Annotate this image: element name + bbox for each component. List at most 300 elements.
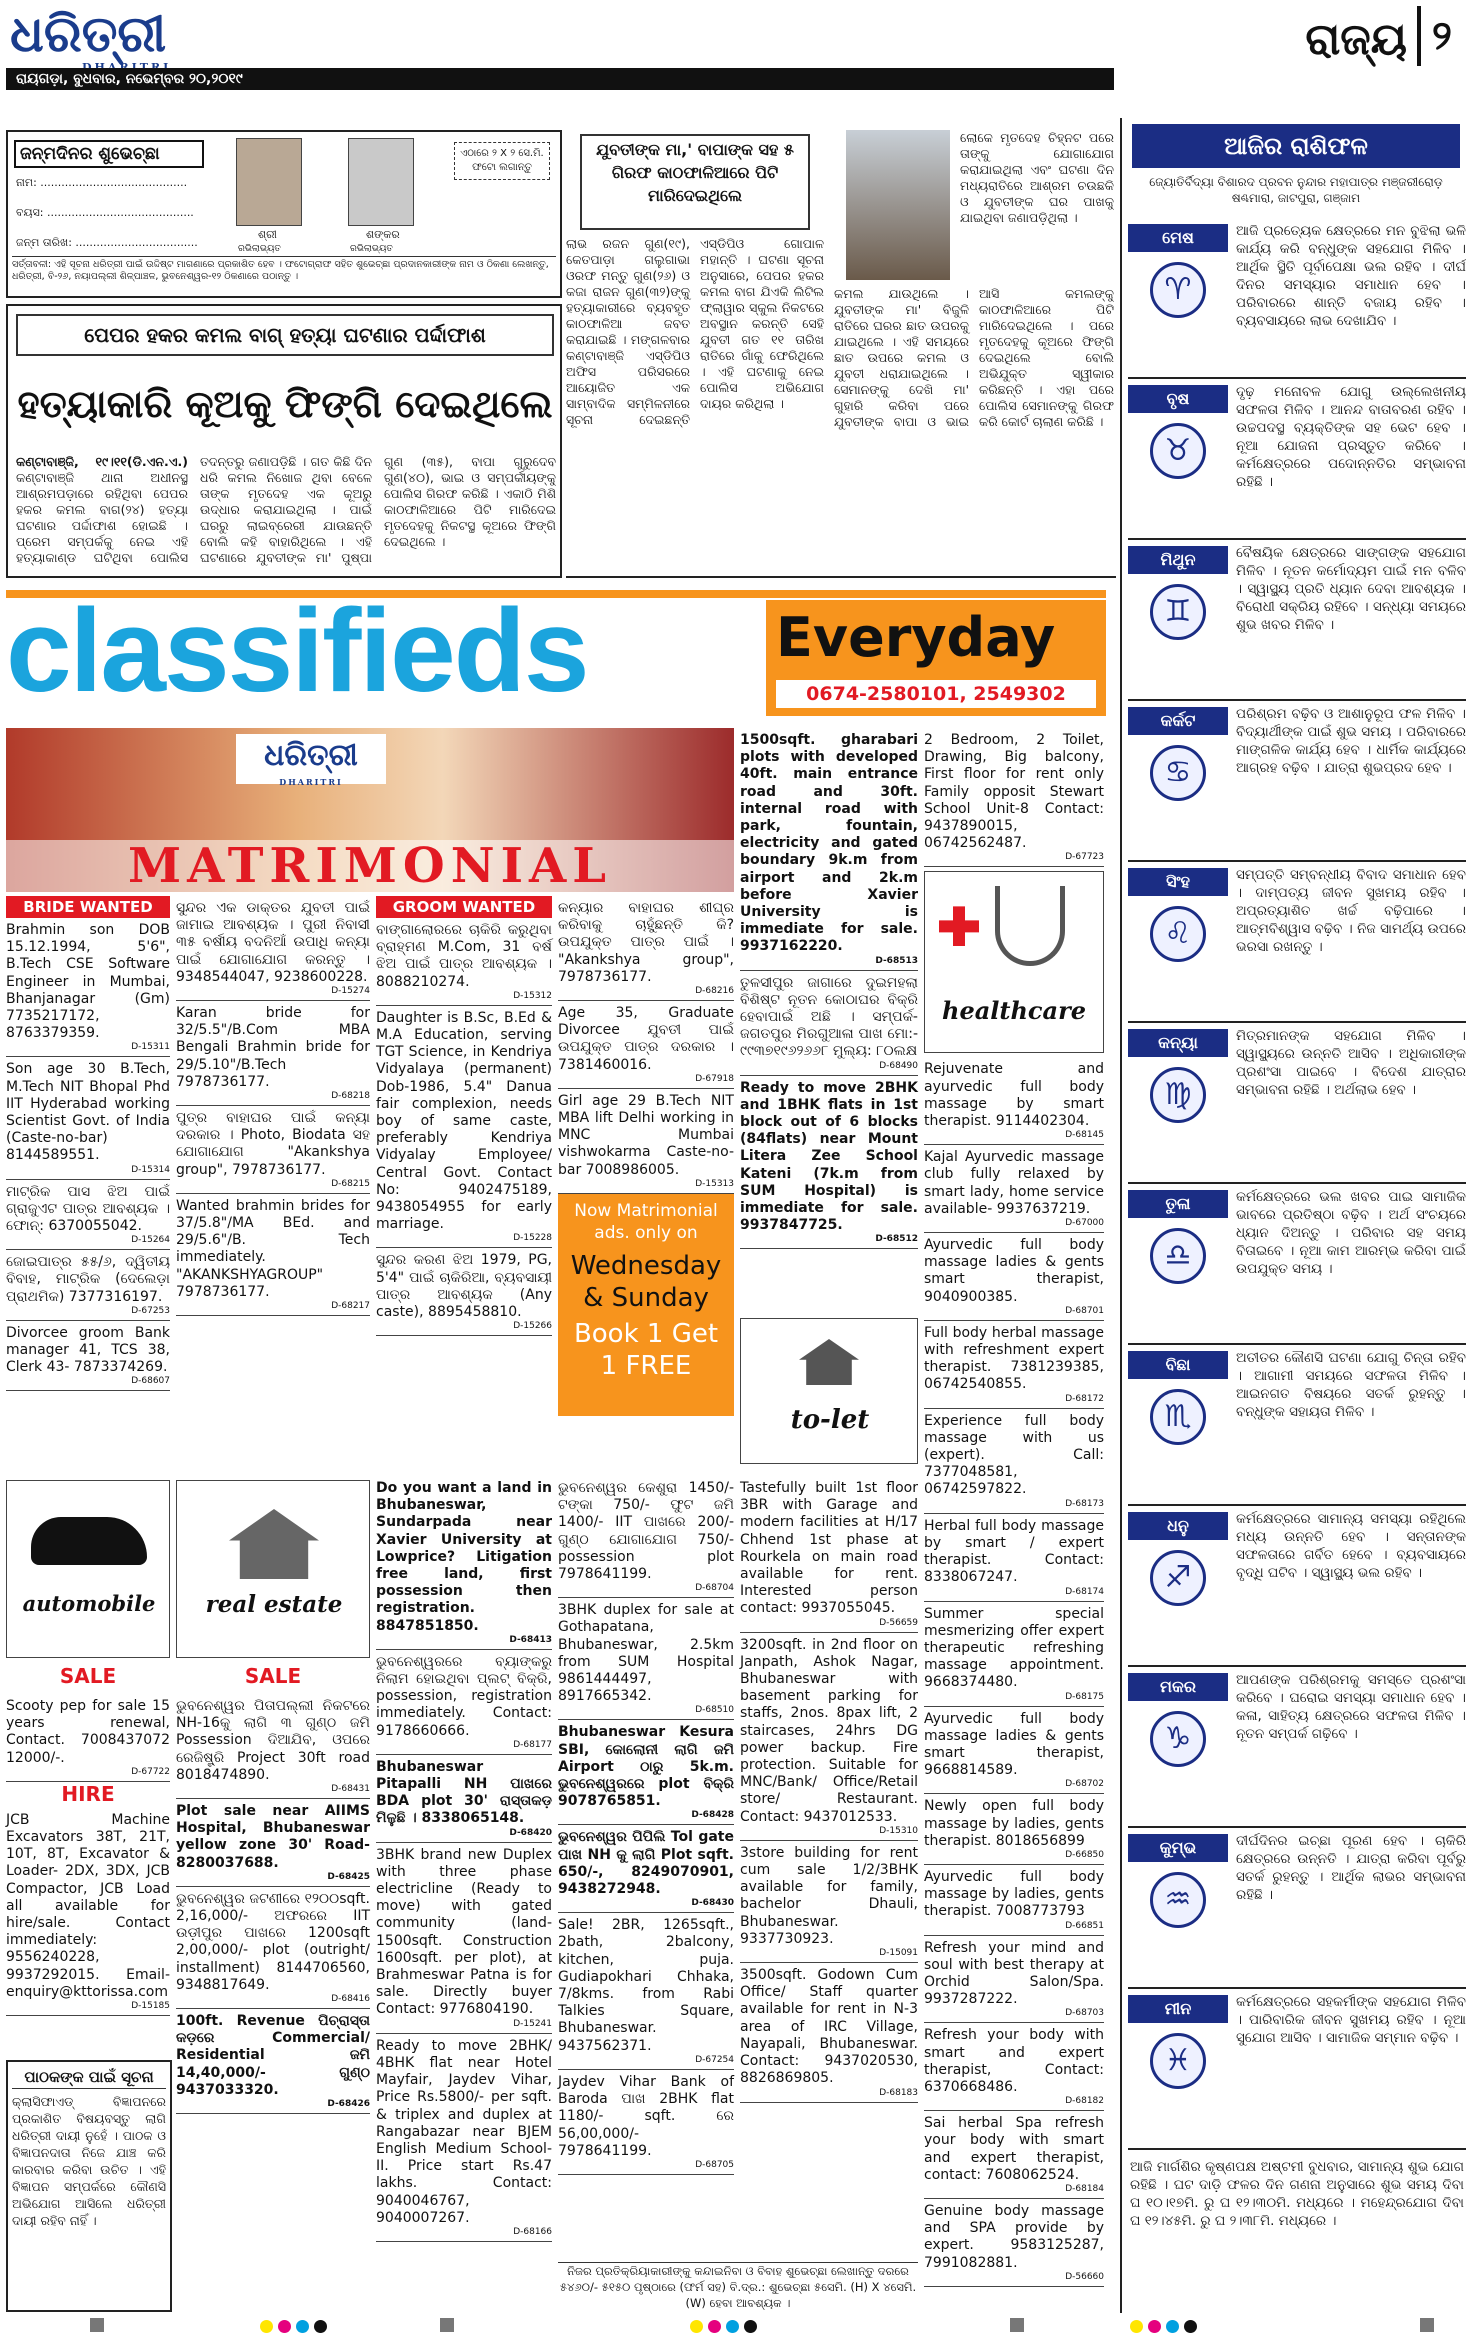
ad-text: ପୁତ୍ର ବାହାଘର ପାଇଁ କନ୍ୟା ଦରକାର । Photo, Biodata ସହ ଯୋଗାଯୋଗ "Akankshya group", 7978736177. [176, 1110, 370, 1178]
list-item [558, 1089, 734, 1194]
sale-label-realestate: SALE [244, 1664, 302, 1688]
zodiac-symbol-icon: ♍ [1150, 1067, 1206, 1123]
dateline: ରାୟଗଡ଼ା, ବୁଧବାର, ନଭେମ୍ବର ୨୦,୨୦୧୯ [6, 68, 1114, 90]
story-headline: ହତ୍ୟାକାରି କୂଅକୁ ଫିଙ୍ଗି ଦେଇଥିଲେ [17, 382, 553, 426]
ad-text: Jaydev Vihar Bank of Baroda ପାଖ 2BHK flat 1180/- sqft. ରେ 56,00,000/- 7978641199. [558, 2073, 734, 2159]
health-ads [924, 1057, 1104, 2286]
zodiac-symbol-icon: ♌ [1150, 906, 1206, 962]
zodiac-7 [1128, 1345, 1466, 1506]
birthday-title: ଜନ୍ମଦିନର ଶୁଭେଚ୍ଛା [14, 140, 204, 168]
automobile-ads [6, 1694, 170, 1782]
list-item [6, 1808, 170, 2016]
ad-text: Brahmin son DOB 15.12.1994, 5'6", B.Tech CSE Software Engineer in Mumbai, Bhanjanagar (Gm) 7735217172, 8763379359. [6, 922, 170, 1042]
list-item [924, 1233, 1104, 1321]
house-icon [799, 1339, 859, 1385]
ad-code: D-68607 [131, 1376, 170, 1387]
ad-code: D-67722 [131, 1766, 170, 1777]
ad-code: D-66850 [1065, 1849, 1104, 1860]
zodiac-2 [1128, 540, 1466, 701]
tolet-label: to-let [790, 1405, 870, 1435]
ad-code: D-15311 [131, 1042, 170, 1053]
zodiac-symbol-icon: ♊ [1150, 584, 1206, 640]
list-item [924, 1865, 1104, 1936]
zodiac-symbol-icon: ♓ [1150, 2033, 1206, 2089]
ad-text: Herbal full body massage by smart / expert therapist. Contact: 8338067247. [924, 1517, 1104, 1586]
list-item [176, 1694, 370, 1799]
list-item [558, 1913, 734, 2070]
horoscope-author: ଜ୍ୟୋତିର୍ବିଦ୍ୟା ବିଶାରଦ ପ୍ରବନ ନୁନ୍ଦାର ମହାପାତ୍ର ମଞ୍ଜରୀରୋଡ଼ ଷଣ୍ଢମାରା, ଜାଟପୁରା, ଗଞ୍ଜାମ [1149, 175, 1443, 205]
list-item [924, 1321, 1104, 1409]
ad-code: D-67918 [695, 1073, 734, 1084]
horoscope-title: ଆଜିର ରାଶିଫଳ [1132, 124, 1460, 168]
ad-text: Plot sale near AIIMS Hospital, Bhubaneswar yellow zone 30' Road- 8280037688. [176, 1803, 370, 1871]
col-realestate [176, 1694, 370, 2314]
zodiac-text: କର୍ମକ୍ଷେତ୍ରରେ ସାମାନ୍ୟ ସମସ୍ୟା ରହିଥିଲେ ମଧ୍ୟ ଉନ୍ନତି ହେବ । ସନ୍ତାନଙ୍କ ସଫଳତାରେ ଗର୍ବିତ ହେବେ । ବ୍ୟବସାୟରେ ବୃଦ୍ଧି ଘଟିବ । ସ୍ୱାସ୍ଥ୍ୟ ଭଲ ରହିବ । [1236, 1511, 1466, 1581]
list-item [176, 1799, 370, 1887]
zodiac-text: ମିତ୍ରମାନଙ୍କ ସହଯୋଗ ମିଳିବ । ସ୍ୱାସ୍ଥ୍ୟରେ ଉନ୍ନତି ଆସିବ । ଅଧିକାରୀଙ୍କ ପ୍ରଶଂସା ପାଇବେ । ବିଦେଶ ଯାତ୍ରାର ସମ୍ଭାବନା ରହିଛି । ଅର୍ଥଲାଭ ହେବ । [1236, 1028, 1466, 1098]
list-item [558, 1001, 734, 1089]
list-item [740, 1633, 918, 1841]
zodiac-9 [1128, 1667, 1466, 1828]
list-item [6, 918, 170, 1057]
list-item [558, 1476, 734, 1598]
ad-code: D-68172 [1065, 1393, 1104, 1404]
matrimonial-title: MATRIMONIAL [6, 840, 734, 892]
ad-code: D-68174 [1065, 1586, 1104, 1597]
bride-ads [6, 918, 170, 1391]
list-item [924, 1514, 1104, 1602]
zodiac-list [1128, 218, 1466, 2150]
list-item [176, 896, 370, 1001]
ad-code: D-15091 [879, 1948, 918, 1959]
zodiac-symbol-icon: ♐ [1150, 1550, 1206, 1606]
ad-text: Bhubaneswar Pitapalli NH ପାଖରେ BDA plot 30' ରାସ୍ତାକଡ଼ ମିଳୁଛି । 8338065148. [376, 1758, 552, 1827]
zodiac-text: କର୍ମକ୍ଷେତ୍ରରେ ସହକର୍ମୀଙ୍କ ସହଯୋଗ ମିଳିବ । ପାରିବାରିକ ଜୀବନ ସୁଖମୟ ରହିବ । ନୂଆ ସୁଯୋଗ ଆସିବ । ସାମାଜିକ ସମ୍ମାନ ବଢ଼ିବ । [1236, 1994, 1466, 2046]
ad-code: D-15314 [131, 1164, 170, 1175]
ad-text: ଜୋଇପାତ୍ର ୫୫/୬, ଦ୍ୱିତୀୟ ବିବାହ, ମାଟ୍ରିକ (ଦେଲେଡ଼ା ପ୍ରାଥମିକ) 7377316197. [6, 1254, 170, 1305]
ad-code: D-66851 [1065, 1920, 1104, 1931]
list-item [924, 1409, 1104, 1514]
everyday-box [766, 600, 1106, 716]
zodiac-text: ଦୀର୍ଘଦିନର ଇଚ୍ଛା ପୂରଣ ହେବ । ଚାକିରି କ୍ଷେତ୍ରରେ ଉନ୍ନତି । ଯାତ୍ରା କରିବା ପୂର୍ବରୁ ସତର୍କ ରୁହନ୍ତୁ । ଆର୍ଥିକ ଲାଭର ସମ୍ଭାବନା ରହିଛି । [1236, 1833, 1466, 1903]
zodiac-text: ଅତୀତର କୌଣସି ଘଟଣା ଯୋଗୁ ଚିନ୍ତା ରହିବ । ଆଗାମୀ ସମୟରେ ସଫଳତା ମିଳିବ । ଆଇନଗତ ବିଷୟରେ ସତର୍କ ରୁହନ୍ତୁ । ବନ୍ଧୁଙ୍କ ସହାୟତା ମିଳିବ । [1236, 1350, 1466, 1420]
col-bride-wanted [6, 896, 170, 1468]
ad-code: D-15185 [131, 2001, 170, 2012]
list-item [924, 2199, 1104, 2287]
zodiac-0 [1128, 218, 1466, 379]
ad-text: ମାଟ୍ରିକ ପାସ ଝିଅ ପାଇଁ ଗ୍ରାଜୁଏଟ ପାତ୍ର ଆବଶ୍ୟକ । ଫୋନ୍: 6370055042. [6, 1183, 170, 1235]
ad-text: 3BHK brand new Duplex with three phase electricline (Ready to move) with gated community (land- 1500sqft. Construction 1600sqft. per plot), at Brahmeswar Patna is for sale. Directly buyer Contact: 9776804190. [376, 1846, 552, 2018]
automobile-label: automobile [22, 1591, 156, 1616]
print-registration-marks [0, 2318, 1477, 2332]
col-realestate-2 [376, 1476, 552, 2314]
story-kicker: ପେପର ହକର କମଲ ବାଗ୍‌ ହତ୍ୟା ଘଟଣାର ପର୍ଦ୍ଦାଫାଶ [16, 314, 554, 356]
ad-text: 3store building for rent cum sale 1/2/3BHK available for family, bachelor Dhauli, Bhubaneswar. 9337730923. [740, 1844, 918, 1947]
zodiac-text: ଆଜି ପ୍ରତ୍ୟେକ କ୍ଷେତ୍ରରେ ମନ ବୁଝିଲା ଭଳି କାର୍ଯ୍ୟ କରି ବନ୍ଧୁଙ୍କ ସହଯୋଗ ମିଳିବ । ଆର୍ଥିକ ସ୍ଥିତି ପୂର୍ବାପେକ୍ଷା ଭଲ ରହିବ । ଦୀର୍ଘ ଦିନର ସମସ୍ୟାର ସମାଧାନ ହେବ । ପରିବାରରେ ଶାନ୍ତି ବଜାୟ ରହିବ । ବ୍ୟବସାୟରେ ଲାଭ ଦେଖାଯିବ । [1236, 223, 1466, 329]
ad-text: Bhubaneswar Kesura SBI, କୋଲୋନୀ ଲାଗି ଜମି Airport ଠାରୁ 5k.m. ଭୁବନେଶ୍ୱରରେ plot ବିକ୍ରି 9078765851. [558, 1724, 734, 1810]
ad-text: Refresh your mind and soul with best therapy at Orchid Salon/Spa. 9937287222. [924, 1939, 1104, 2008]
matrimonial-banner [6, 728, 734, 892]
tolet-logo-box [740, 1318, 918, 1464]
ad-text: ଭୁବନେଶ୍ୱର ଜଟଣୀରେ ୧୨୦୦sqft. 2,16,000/- ଅଫରରେ IIT ଉଡ଼ୀପୁର ପାଖରେ 1200sqft 2,00,000/- plot (outright/ installment) 8144706560, 9348817649. [176, 1890, 370, 1993]
readers-notice [6, 2060, 172, 2312]
list-item [924, 2111, 1104, 2199]
ad-code: D-68183 [879, 2087, 918, 2098]
story-text: କଣ୍ଟାବାଞ୍ଜି ଥାନା ଅଧୀନସ୍ଥ ଆଶ୍ରମପଡ଼ାରେ ରହିଥିବା ପେପର ହକର କମଲ ବାଗ(୨୪) ହତ୍ୟା ଘଟଣାର ପର୍ଦ୍ଦାଫାଶ ହୋଇଛି । ପ୍ରେମ ସମ୍ପର୍କକୁ ନେଇ ଏହି ହତ୍ୟାକାଣ୍ଡ ଘଟିଥିବା ପୋଲିସ ତଦନ୍ତରୁ ଜଣାପଡ଼ିଛି । ଗତ କିଛି ଦିନ ଧରି କମଲ ନିଖୋଜ ଥିବା ବେଳେ ତାଙ୍କ ମୃତଦେହ ଏକ କୂଅରୁ ଉଦ୍ଧାର କରାଯାଇଥିଲା । ପାଇଁ ଘରରୁ ଲାଇବ୍ରେରୀ ଯାଉଛନ୍ତି ବୋଲି କହି ବାହାରିଥିଲେ । ଏହି ଘଟଣାରେ ଯୁବତୀଙ୍କ ମା' ପୁଷ୍ପା ଗୁଣ (୩୫), ବାପା ଗୁରୁଦେବ ଗୁଣ(୪୦), ଭାଇ ଓ ସମ୍ପର୍କୀୟଙ୍କୁ ପୋଲିସ ଗିରଫ କରିଛି । ଏକାଠି ମିଶି କାଠଫାଳିଆରେ ପିଟି ମାରିଦେଇ ମୃତଦେହକୁ ନିକଟସ୍ଥ କୂଅରେ ଫିଙ୍ଗି ଦେଇଥିଲେ । [16, 454, 556, 565]
ad-text: Ayurvedic full body massage ladies & gents smart therapist, 9668814589. [924, 1710, 1104, 1779]
ad-code: D-15228 [513, 1233, 552, 1244]
list-item [376, 1006, 552, 1249]
top-story [566, 130, 1116, 578]
list-item [740, 971, 918, 1076]
groom-ads [376, 918, 552, 1336]
zodiac-text: ସମ୍ପତ୍ତି ସମ୍ବନ୍ଧୀୟ ବିବାଦ ସମାଧାନ ହେବ । ଦାମ୍ପତ୍ୟ ଜୀବନ ସୁଖମୟ ରହିବ । ଅପ୍ରତ୍ୟାଶିତ ଖର୍ଚ୍ଚ ବଢ଼ିପାରେ । ଆତ୍ମବିଶ୍ୱାସ ବଢ଼ିବ । ନିଜ ସାମର୍ଥ୍ୟ ଉପରେ ଭରସା ରଖନ୍ତୁ । [1236, 867, 1466, 955]
list-item [924, 1145, 1104, 1233]
ad-code: D-15313 [695, 1178, 734, 1189]
ad-text: Full body herbal massage with refreshment expert therapist. 7381239385, 06742540855. [924, 1324, 1104, 1393]
realestate-ads-2 [376, 1476, 552, 2242]
ad-code: D-68177 [513, 1739, 552, 1750]
ad-text: Do you want a land in Bhubaneswar, Sundarpada near Xavier University at Lowprice? Litigation free land, first possession then registration. 8847851850. [376, 1480, 552, 1634]
bride-wanted-header: BRIDE WANTED [6, 896, 170, 918]
ad-code: D-67000 [1065, 1218, 1104, 1229]
col-groom-wanted [376, 896, 552, 1468]
list-item [176, 1194, 370, 1316]
ad-code: D-68425 [327, 1871, 370, 1882]
ad-text: 100ft. Revenue ପିଚ୍‌ରାସ୍ତା କଡ଼ରେ Commercial/ Residential ଜମି 14,40,000/- ଗୁଣ୍ଠ 9437033320. [176, 2013, 370, 2098]
ad-text: Scooty pep for sale 15 years renewal, Contact. 7008437072 12000/-. [6, 1698, 170, 1766]
ad-code: D-68702 [1065, 1779, 1104, 1790]
list-item [740, 1476, 918, 1633]
page-number: ୨ [1417, 6, 1463, 66]
ad-code: D-15266 [513, 1321, 552, 1332]
zodiac-text: କର୍ମକ୍ଷେତ୍ରରେ ଭଲ ଖବର ପାଇ ସାମାଜିକ ଭାବରେ ପ୍ରତିଷ୍ଠା ବଢ଼ିବ । ଅର୍ଥ ସଂଚୟରେ ଧ୍ୟାନ ଦିଅନ୍ତୁ । ପରିବାର ସହ ସମୟ ବିତାଇବେ । ନୂଆ କାମ ଆରମ୍ଭ କରିବା ପାଇଁ ଉପଯୁକ୍ତ ସମୟ । [1236, 1189, 1466, 1277]
list-item [176, 1106, 370, 1194]
ad-code: D-15264 [131, 1235, 170, 1246]
kid-name-2: ଶଙ୍କର [366, 228, 400, 241]
ad-code: D-68145 [1065, 1130, 1104, 1141]
top-story-headline: ଯୁବତୀଙ୍କ ମା,' ବାପାଙ୍କ ସହ ୫ ଗିରଫ କାଠଫାଳିଆରେ ପିଟି ମାରିଦେଇଥିଲେ [580, 134, 810, 230]
ad-code: D-15312 [513, 990, 552, 1001]
realestate-ads-3 [558, 1476, 734, 2175]
zodiac-name: ବୃଷ [1128, 385, 1228, 413]
ad-text: ତୁଳସୀପୁର ଜାଗାରେ ଦୁଇମହଲା ବିଶିଷ୍ଟ ନୂତନ କୋଠାଘର ବିକ୍ରି ହେବାପାଇଁ ଅଛି । ସମ୍ପର୍କ- ଜଗତପୁର ମିରଗୁଆଳା ପାଖ ମୋ:- ୯୯୩୭୧୯୬୨୬୬୮ ମୁଲ୍ୟ: ୮୦ଲକ୍ଷ [740, 974, 918, 1060]
list-item [924, 1936, 1104, 2024]
healthcare-logo-box [924, 871, 1104, 1053]
ad-code: D-68218 [331, 1091, 370, 1102]
ad-text: Tastefully built 1st floor 3BR with Garage and modern facilities at H/17 Chhend 1st phase at Rourkela on main road available for rent. Interested person contact: 9937055045. [740, 1480, 918, 1617]
list-item [924, 1707, 1104, 1795]
stethoscope-icon [995, 886, 1065, 966]
ad-text: Kajal Ayurvedic massage club fully relaxed by smart lady, home service available- 9937637219. [924, 1149, 1104, 1217]
ad-text: ଭୁବନେଶ୍ୱର ପିତାପଲ୍ଲୀ ନିକଟରେ NH-16କୁ ଲାଗି ୩ ଗୁଣ୍ଠ ଜମି Possession ଦିଆଯିବ, ଓପରେ ରେଜିଷ୍ଟ୍ରି Project 30ft road 8018474890. [176, 1698, 370, 1783]
ad-text: 1500sqft. gharabari plots with developed 40ft. main entrance road and 30ft. internal road with park, fountain, electricity and gated boundary 9k.m from airport and 2k.m before Xavier University is immediate for sale. 9937162220. [740, 732, 918, 955]
col-realestate-3 [558, 1476, 734, 2256]
groom-wanted-header: GROOM WANTED [376, 896, 552, 918]
birthday-field-name: ନାମ: .......................................... [16, 176, 188, 189]
ad-text: କନ୍ୟାର ବାହାଘର ଶୀଘ୍ର କରିବାକୁ ଚାହୁଁଛନ୍ତି କି? ଉପଯୁକ୍ତ ପାତ୍ର ପାଇଁ । "Akankshya group", 7978736177. [558, 900, 734, 985]
list-item [376, 1248, 552, 1336]
ad-code: D-68413 [509, 1634, 552, 1645]
zodiac-11 [1128, 1989, 1466, 2150]
kid-name-1: ଶ୍ରୀ [258, 228, 277, 241]
ad-code: D-68184 [1065, 2183, 1104, 2194]
dharitri-logo-small: ଧରିତ୍ରୀ DHARITRI [236, 734, 386, 784]
everyday-label: Everyday [776, 606, 1056, 669]
col-automobile [6, 1694, 170, 2054]
ad-text: Ayurvedic full body massage by ladies, gents therapist. 7008773793 [924, 1868, 1104, 1920]
ad-text: Rejuvenate and ayurvedic full body massage by smart therapist. 9114402304. [924, 1061, 1104, 1130]
ad-text: ସୁନ୍ଦର ଏକ ଡାକ୍ତର ଯୁବତୀ ପାଇଁ ଜାମାଇ ଆବଶ୍ୟକ । ପୁରୀ ନିବାସୀ ୩୫ ବର୍ଷୀୟ ବଦନିଆଁ ଉପାଧି କନ୍ୟା ପାଇଁ ଯୋଗାଯୋଗ କରନ୍ତୁ । 9348544047, 9238600228. [176, 900, 370, 985]
zodiac-symbol-icon: ♑ [1150, 1711, 1206, 1767]
ad-text: Experience full body massage with us (expert). Call: 7377048581, 06742597822. [924, 1412, 1104, 1498]
hire-ads [6, 1808, 170, 2016]
ad-code: D-68431 [331, 1784, 370, 1795]
zodiac-name: ବିଛା [1128, 1351, 1228, 1379]
list-item [376, 2034, 552, 2242]
kid-photo-1 [236, 138, 302, 226]
ad-code: D-15241 [513, 2018, 552, 2029]
ad-code: D-68703 [1065, 2008, 1104, 2019]
classifieds-banner: classifieds [6, 585, 588, 717]
zodiac-text: ଆପଣଙ୍କ ପରିଶ୍ରମକୁ ସମସ୍ତେ ପ୍ରଶଂସା କରିବେ । ଘରୋଇ ସମସ୍ୟା ସମାଧାନ ହେବ । କଳା, ସାହିତ୍ୟ କ୍ଷେତ୍ରରେ ସଫଳତା ମିଳିବ । ନୂତନ ସମ୍ପର୍କ ଗଢ଼ିବେ । [1236, 1672, 1466, 1742]
col-4-property [740, 728, 918, 1466]
list-item [176, 2009, 370, 2114]
zodiac-1 [1128, 379, 1466, 540]
ad-text: Sale! 2BR, 1265sqft., 2bath, 2balcony, kitchen, puja. Gudiapokhari Chhaka, 7/8kms. from Rabi Talkies Square, Bhubaneswar. 9437562371. [558, 1917, 734, 2054]
birthday-box [6, 130, 562, 298]
ad-text: Ready to move 2BHK/ 4BHK flat near Hotel Mayfair, Jaydev Vihar, Price Rs.5800/- per sqft. & triplex and duplex at Rangabazar near BJEM English Medium School-II. Price start Rs.47 lakhs. Contact: 9040046767, 9040007267. [376, 2037, 552, 2226]
list-item [924, 1602, 1104, 1707]
zodiac-symbol-icon: ♒ [1150, 1872, 1206, 1928]
horoscope-footer: ଆଜି ମାର୍ଗଶିର କୃଷ୍ଣପକ୍ଷ ଅଷ୍ଟମୀ ବୁଧବାର, ସାମାନ୍ୟ ଶୁଭ ଯୋଗ ରହିଛି । ଘଟ ଦାଡ଼ି ଫଳର ଦିନ ଗଣନା ଅନୁସାରେ ଶୁଭ ସମୟ ଦିବା ଘ ୧୦।୧୭ମି. ରୁ ଘ ୧୨।୩୦ମି. ମଧ୍ୟରେ । ମହେନ୍ଦ୍ରଯୋଗ ଦିବା ଘ ୧୨।୪୫ମି. ରୁ ଘ ୨।୩୮ମି. ମଧ୍ୟରେ । [1130, 2159, 1464, 2229]
list-item [6, 1057, 170, 1179]
automobile-logo-box [6, 1480, 170, 1658]
list-item [924, 1794, 1104, 1865]
ad-code: D-68704 [695, 1583, 734, 1594]
color-dots [1130, 2318, 1197, 2337]
ad-text: Age 35, Graduate Divorcee ଯୁବତୀ ପାଇଁ ଉପଯୁକ୍ତ ପାତ୍ର ଦରକାର । 7381460016. [558, 1005, 734, 1073]
zodiac-symbol-icon: ♏ [1150, 1389, 1206, 1445]
realestate-logo-box [176, 1480, 370, 1658]
zodiac-3 [1128, 701, 1466, 862]
list-item [924, 2023, 1104, 2111]
top-story-col3: ଲୋକେ ମୃତଦେହ ଚିହ୍ନଟ ପରେ ତାଙ୍କୁ ଯୋଗାଯୋଗ କରାଯାଇଥିଲା ଏବଂ ଘଟଣା ଦିନ ମଧ୍ୟରାତିରେ ଆଶ୍ରମ ଚଉଛକି ଓ ଯୁବତୀଙ୍କ ଘର ପାଖକୁ ଯାଇଥିବା ଜଣାପଡ଼ିଥିଲା । [960, 130, 1114, 225]
kid-sub-2: ରଭିଲାଭ୍‌ୟତ [350, 244, 393, 254]
zodiac-5 [1128, 1023, 1466, 1184]
list-item [6, 1321, 170, 1392]
dharitri-logo: ଧରିତ୍ରୀ [10, 4, 167, 63]
story-body [16, 454, 556, 574]
ad-code: D-68215 [331, 1178, 370, 1189]
ad-code: D-67253 [131, 1305, 170, 1316]
tolet-ads [740, 1476, 918, 2103]
hire-label: HIRE [61, 1781, 115, 1806]
col-bride-wanted-2 [176, 896, 370, 1468]
ad-text: Ready to move 2BHK and 1BHK flats in 1st block out of 6 blocks (84flats) near Mount Litera Zee School Kateni (7k.m from SUM Hospital) is immediate for sale. 9937847725. [740, 1079, 918, 1234]
list-item [558, 896, 734, 1001]
col-groom-wanted-2 [558, 896, 734, 1468]
zodiac-text: ବୈଷୟିକ କ୍ଷେତ୍ରରେ ସାଙ୍ଗଙ୍କ ସହଯୋଗ ମିଳିବ । ନୂତନ କର୍ମୋଦ୍ୟମ ପାଇଁ ମନ ବଳିବ । ସ୍ୱାସ୍ଥ୍ୟ ପ୍ରତି ଧ୍ୟାନ ଦେବା ଆବଶ୍ୟକ । ବିରୋଧୀ ସକ୍ରିୟ ରହିବେ । ସନ୍ଧ୍ୟା ସମୟରେ ଶୁଭ ଖବର ମିଳିବ । [1236, 545, 1466, 633]
list-item [6, 1180, 170, 1251]
ad-text: Summer special mesmerizing offer expert therapeutic refreshing massage appointment. 9668374480. [924, 1605, 1104, 1691]
zodiac-symbol-icon: ♋ [1150, 745, 1206, 801]
col-tolet [740, 1476, 918, 2314]
color-dots [690, 2318, 757, 2337]
kid-photo-2 [348, 138, 414, 226]
list-item [558, 1720, 734, 1825]
ad-code: D-68510 [695, 1705, 734, 1716]
ad-text: Wanted brahmin brides for 37/5.8"/MA BEd. and 29/5.6"/B. Tech immediately. "AKANKSHYAGROUP" 7978736177. [176, 1197, 370, 1300]
ad-code: D-68490 [879, 1060, 918, 1071]
birthday-field-dob: ଜନ୍ମ ତାରିଖ: ................................... [16, 236, 198, 249]
ad-code: D-68420 [509, 1827, 552, 1838]
zodiac-name: ମୀନ [1128, 1995, 1228, 2023]
readers-notice-title: ପାଠକଙ୍କ ପାଇଁ ସୂଚନା [12, 2066, 166, 2089]
footer-note: ନିଜର ପ୍ରତିକ୍ରିୟାକାରୀଙ୍କୁ କନ୍ଦାଇନିବା ଓ ବିବାହ ଶୁଭେଚ୍ଛା ଲେଖାନ୍ତୁ ଦରରେ ୫୪୬୦/- ୫୧୫୦ ପୃଷ୍ଠାରେ (ଫର୍ମ ସହ) ବି.ଦ୍ର.: ଶୁଭେଚ୍ଛା ୫ସେମି. (H) X ୪ସେମି. (W) ହେବା ଆବଶ୍ୟକ । [559, 2264, 917, 2310]
ad-text: 3200sqft. in 2nd floor on Janpath, Ashok Nagar, Bhubaneswar with basement parking for staffs, 2nos. 8pax lift, 2 staircases, 24hrs DG power backup. Fire protection. Suitable for MNC/Bank/ Office/Retail store/ Restaurant. Contact: 9437012533. [740, 1636, 918, 1825]
zodiac-name: କୁମ୍ଭ [1128, 1834, 1228, 1862]
zodiac-name: ମିଥୁନ [1128, 546, 1228, 574]
car-icon [31, 1517, 147, 1565]
ad-text: Karan bride for 32/5.5"/B.Com MBA Bengali Brahmin bride for 29/5.10"/B.Tech 7978736177. [176, 1005, 370, 1090]
ad-text: 3500sqft. Godown Cum Office/ Staff quarter available for rent in N-3 area of IRC Village, Nayapali, Bhubaneswar. Contact: 9437020530, 8826869805. [740, 1967, 918, 2087]
ad-text: ଭୁବନେଶ୍ୱର କେଶୁରା 1450/- ଟଙ୍କା 750/- ଫୁଟ ଜମି 1400/- IIT ପାଖରେ 200/- ଗୁଣ୍ଠ ଯୋଗାଯୋଗ 750/- possession plot 7978641199. [558, 1480, 734, 1583]
zodiac-symbol-icon: ♉ [1150, 423, 1206, 479]
birthday-field-age: ବୟସ: .......................................... [16, 206, 194, 219]
zodiac-name: କନ୍ୟା [1128, 1029, 1228, 1057]
main-story [6, 304, 562, 578]
ad-code: D-56660 [1065, 2271, 1104, 2282]
list-item [376, 1476, 552, 1650]
ad-code: D-68166 [513, 2226, 552, 2237]
story-dateline: କଣ୍ଟାବାଞ୍ଜି, ୧୯।୧୧(ଡି.ଏନ.ଏ.) [16, 454, 188, 469]
ad-text: ଭୁବନେଶ୍ୱରରେ ବ୍ୟାଙ୍କରୁ ନିଲାମ ହୋଇଥିବା ପ୍ଲଟ୍ ବିକ୍ରି, possession, registration immediately. Contact: 9178660666. [376, 1653, 552, 1739]
reg-mark [1010, 2318, 1024, 2332]
sale-label-auto: SALE [59, 1664, 117, 1688]
ad-text: Daughter is B.Sc, B.Ed & M.A Education, serving TGT Science, in Kendriya Vidyalaya (permanent) Dob-1986, 5.4" Danua fair complexion, needs boy of same caste, preferably Kendriya Vidyalay Employee/ Central Govt. Contact No: 9402475189, 9438054955 for early marriage. [376, 1009, 552, 1233]
zodiac-name: ସିଂହ [1128, 868, 1228, 896]
groom-ads-2 [558, 896, 734, 1194]
promo-line3: Book 1 Get 1 FREE [573, 1319, 719, 1381]
zodiac-name: କର୍କଟ [1128, 707, 1228, 735]
zodiac-text: ଦୃଢ଼ ମନୋବଳ ଯୋଗୁ ଉଲ୍ଲେଖନୀୟ ସଫଳତା ମିଳିବ । ଆନନ୍ଦ ବାତାବରଣ ରହିବ । ଉଚ୍ଚପଦସ୍ଥ ବ୍ୟକ୍ତିଙ୍କ ସହ ଭେଟ ହେବ । ନୂଆ ଯୋଜନା ପ୍ରସ୍ତୁତ କରିବେ । କର୍ମକ୍ଷେତ୍ରରେ ପଦୋନ୍ନତିର ସମ୍ଭାବନା ରହିଛି । [1236, 384, 1466, 490]
ad-code: D-68705 [695, 2159, 734, 2170]
ad-code: D-68416 [331, 1994, 370, 2005]
list-item [6, 1250, 170, 1321]
list-item: 2 Bedroom, 2 Toilet, Drawing, Big balcony, First floor for rent only Family opposit Stewart School Unit-8 Contact: 9437890015, 06742562487. D-67723 [924, 728, 1104, 867]
promo-line2: Wednesday & Sunday [570, 1251, 722, 1313]
zodiac-name: ଧନୁ [1128, 1512, 1228, 1540]
ad-code: D-68217 [331, 1301, 370, 1312]
list-item [376, 918, 552, 1006]
ad-text: Divorcee groom Bank manager 41, TCS 38, Clerk 43- 7873374269. [6, 1324, 170, 1376]
list-item [376, 1650, 552, 1755]
youth-photo [846, 130, 950, 280]
ad-code: D-68216 [695, 986, 734, 997]
ad-text: ଭୁବନେଶ୍ୱର ପିପିଲି Tol gate ପାଖ NH କୁ ଲାଗି Plot sqft. 650/-, 8249070901, 9438272948. [558, 1829, 734, 1898]
zodiac-8 [1128, 1506, 1466, 1667]
list-item [740, 728, 918, 971]
photo-placeholder: ଏଠାରେ ୨ X ୨ ସେ.ମି. ଫଟୋ ଲଗାନ୍ତୁ [454, 142, 550, 180]
ad-text: 3BHK duplex for sale at Gothapatana, Bhubaneswar, 2.5km from SUM Hospital 9861444497, 8917665342. [558, 1602, 734, 1705]
list-item [558, 1598, 734, 1720]
kid-sub-1: ରଭିଲାଭ୍‌ୟତ [238, 244, 281, 254]
realestate-ads [176, 1694, 370, 2114]
reg-mark [440, 2318, 454, 2332]
ad-text: Son age 30 B.Tech, M.Tech NIT Bhopal Phd IIT Hyderabad working Scientist Govt. of India (Caste-no-bar) 8144589551. [6, 1061, 170, 1164]
ad-text: JCB Machine Excavators 38T, 21T, 10T, 8T, Excavator & Loader- 2DX, 3DX, JCB Compactor, JCB Load all available for hire/sale. Contact immediately: 9556240228, 9937292015. Email- enquiry@kttorissa.com [6, 1811, 170, 2000]
bride-ads-2 [176, 896, 370, 1316]
zodiac-name: ତୁଳା [1128, 1190, 1228, 1218]
zodiac-10 [1128, 1828, 1466, 1989]
reg-mark [1420, 2318, 1434, 2332]
classified-phones: 0674-2580101, 2549302 [776, 680, 1096, 708]
list-item [740, 1963, 918, 2102]
property-ads-1 [740, 728, 918, 1249]
ad-code: D-68426 [327, 2099, 370, 2110]
ad-code: D-68182 [1065, 2096, 1104, 2107]
ad-text: Newly open full body massage by ladies, gents therapist. 8018656899 [924, 1798, 1104, 1849]
list-item [558, 1825, 734, 1913]
list-item [176, 1001, 370, 1106]
list-item [176, 1887, 370, 2009]
top-story-col1: ଲାଭ ରଜନ ଗୁଣ(୧୯), କେତପାଡ଼ା ଗଲୁଗାଭା ଓରଫ ମନ୍ତୁ ଗୁଣ(୨୬) ଓ କଜା ରାଜନ ଗୁଣ(୩୨)ଙ୍କୁ ହତ୍ୟାକାରୀରେ ବ୍ୟବହୃତ କାଠଫାଳିଆ ଜବତ କରାଯାଇଛି । ମଙ୍ଗଳବାର କଣ୍ଟାବାଞ୍ଜି ଏସ୍‌ଡିପିଓ ଅଫିସ ପରିସରରେ ଆୟୋଜିତ ଏକ ସାମ୍ବାଦିକ ସମ୍ମିଳନୀରେ ସୂଚନା ଦେଇଛନ୍ତି ଏସ୍‌ଡିପିଓ ଗୋପାଳ ମହାନ୍ତି । ଘଟଣା ସୂଚନା ଅନୁସାରେ, ପେପର ହକର କମଲ ବାଗ ଯିଏକି ଲିଟିଲ ଫ୍ଲାୱାର ସ୍କୁଲ ନିକଟରେ ଅବସ୍ଥାନ କରନ୍ତି ସେହି ଯୁବତୀ ଗତ ୧୧ ତାରିଖ ରାତିରେ ଗାଁକୁ ଫେରିଥିଲେ । ଏହି ଘଟଣାକୁ ନେଇ ପୋଲିସ ଅଭିଯୋଗ ଦାୟର କରିଥିଲା । [566, 236, 824, 427]
promo-box [558, 1194, 734, 1416]
zodiac-6 [1128, 1184, 1466, 1345]
list-item [924, 1057, 1104, 1145]
ad-text: ସୁନ୍ଦର କରଣ ଝିଅ 1979, PG, 5'4" ପାଇଁ ଚାକିରିଆ, ବ୍ୟବସାୟୀ ପାତ୍ର ଆବଶ୍ୟକ (Any caste), 8895458810. [376, 1252, 552, 1321]
list-item [558, 2070, 734, 2175]
house-icon [229, 1509, 319, 1579]
zodiac-symbol-icon: ♈ [1150, 262, 1206, 318]
realestate-label: real estate [205, 1591, 343, 1618]
zodiac-symbol-icon: ♎ [1150, 1228, 1206, 1284]
ad-code: D-15274 [331, 986, 370, 997]
list-item [376, 1755, 552, 1843]
color-dots [260, 2318, 327, 2337]
ad-code: D-68701 [1065, 1305, 1104, 1316]
ad-text: ବାଙ୍ଗାଲୋରରେ ଚାକିରି କରୁଥିବା ବ୍ରାହ୍ମଣ M.Com, 31 ବର୍ଷ ଝିଅ ପାଇଁ ପାତ୍ର ଆବଶ୍ୟକ । 8088210274. [376, 922, 552, 990]
list-item [740, 1841, 918, 1963]
ad-code: D-15310 [879, 1825, 918, 1836]
zodiac-name: ମେଷ [1128, 224, 1228, 252]
ad-code: D-68428 [691, 1810, 734, 1821]
section-title: ରାଜ୍ୟ [1305, 14, 1407, 65]
ad-text: Genuine body massage and SPA provide by expert. 9583125287, 7991082881. [924, 2202, 1104, 2271]
ad-code: D-68512 [875, 1234, 918, 1245]
ad-text: Ayurvedic full body massage ladies & gents smart therapist, 9040900385. [924, 1237, 1104, 1305]
zodiac-4 [1128, 862, 1466, 1023]
readers-notice-text: କ୍ଲାସିଫାଏଡ୍ ବିଜ୍ଞାପନରେ ପ୍ରକାଶିତ ବିଷୟବସ୍ତୁ ଲାଗି ଧରିତ୍ରୀ ଦାୟୀ ନୁହେଁ । ପାଠକ ଓ ବିଜ୍ଞାପନଦାତା ନିଜେ ଯାଞ୍ଚ କରି କାରବାର କରିବା ଉଚିତ । ଏହି ବିଜ୍ଞାପନ ସମ୍ପର୍କରେ କୌଣସି ଅଭିଯୋଗ ଆସିଲେ ଧରିତ୍ରୀ ଦାୟୀ ରହିବ ନାହିଁ । [12, 2094, 166, 2228]
top-story-col2: କମଲ ଯାଉଥିଲେ । ଯୁବତୀଙ୍କ ମା' ବିଜୁଳି ରାତିରେ ଘରର ଛାତ ଉପରକୁ ଯାଇଥିଲେ । ଏହି ସମୟରେ ଛାତ ଉପରେ କମଲ ଓ ଯୁବତୀ ଧରାଯାଇଥିଲେ । ସେମାନଙ୍କୁ ଦେଖି ମା' ଗୁହାରି କରିବା ପରେ ଯୁବତୀଙ୍କ ବାପା ଓ ଭାଇ ଆସି କମଲଙ୍କୁ କାଠଫାଳିଆରେ ପିଟି ମାରିଦେଇଥିଲେ । ପରେ ମୃତଦେହକୁ କୂଅରେ ଫିଙ୍ଗି ଦେଇଥିଲେ ବୋଲି ଅଭିଯୁକ୍ତ ସ୍ୱୀକାର କରିଛନ୍ତି । ଏହା ପରେ ପୋଲିସ ସେମାନଙ୍କୁ ଗିରଫ କରି କୋର୍ଟ ଚାଲାଣ କରିଛି । [834, 286, 1114, 429]
birthday-note: ସର୍ତ୍ତାବଳୀ: ଏହି ସୂଚନା ଧରିତ୍ରୀ ପାଇଁ ଉଦ୍ଦିଷ୍ଟ ମାଗଣାରେ ପ୍ରକାଶିତ ହେବ । ଫଟୋଗ୍ରାଫ ସହିତ ଶୁଭେଚ୍ଛା ପ୍ରଦାନକାରୀଙ୍କ ନାମ ଓ ଠିକଣା ଲେଖନ୍ତୁ, ଧରିତ୍ରୀ, ବି-୨୬, ନୟାପଲ୍ଲୀ ଶିଳ୍ପାଞ୍ଚଳ, ଭୁବନେଶ୍ୱର-୧୨ ଠିକଣାରେ ପଠାନ୍ତୁ । [12, 256, 556, 283]
ad-text: Sai herbal Spa refresh your body with smart and expert therapist, contact: 7608062524. [924, 2115, 1104, 2183]
list-item [740, 1076, 918, 1250]
ad-code: D-68430 [691, 1898, 734, 1909]
ad-code: D-68175 [1065, 1691, 1104, 1702]
reg-mark [90, 2318, 104, 2332]
list-item [376, 1843, 552, 2034]
horoscope-column [1120, 118, 1470, 2313]
ad-code: D-68513 [875, 955, 918, 966]
promo-line1: Now Matrimonial ads. only on [574, 1201, 718, 1243]
zodiac-text: ପରିଶ୍ରମ ବଢ଼ିବ ଓ ଆଶାନୁରୂପ ଫଳ ମିଳିବ । ବିଦ୍ୟାର୍ଥୀଙ୍କ ପାଇଁ ଶୁଭ ସମୟ । ପରିବାରରେ ମାଙ୍ଗଳିକ କାର୍ଯ୍ୟ ହେବ । ଧାର୍ମିକ କାର୍ଯ୍ୟରେ ଆଗ୍ରହ ବଢ଼ିବ । ଯାତ୍ରା ଶୁଭପ୍ରଦ ହେବ । [1236, 706, 1466, 776]
healthcare-label: healthcare [942, 996, 1086, 1026]
ad-code: D-68173 [1065, 1498, 1104, 1509]
col-5-health [924, 728, 1104, 2313]
ad-text: Refresh your body with smart and expert therapist, Contact: 6370668486. [924, 2027, 1104, 2095]
